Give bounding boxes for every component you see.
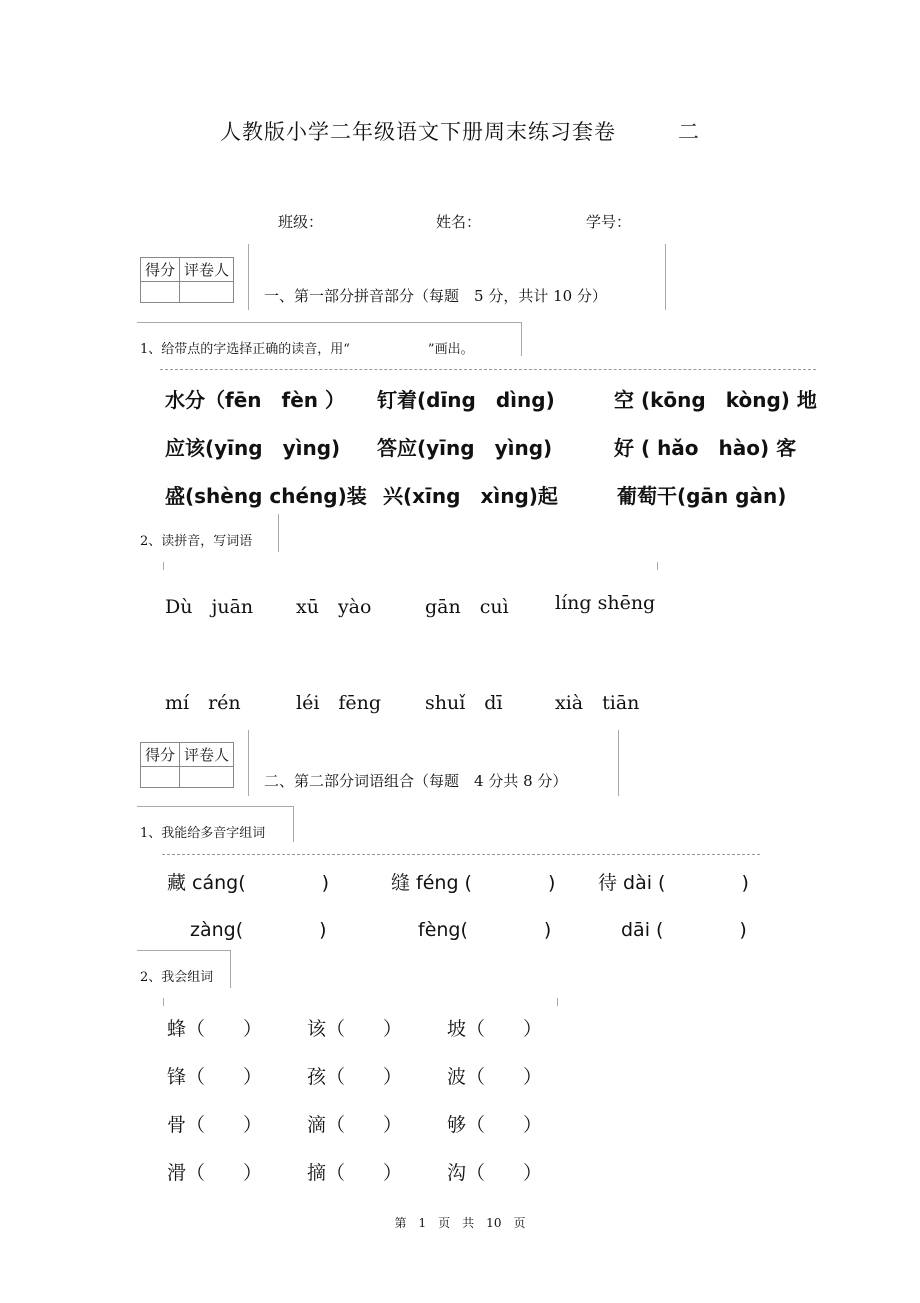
word-group-item: 摘（ ） bbox=[307, 1162, 403, 1184]
page-footer: 第 1 页 共 10 页 bbox=[394, 1216, 526, 1230]
word-group-item: 滴（ ） bbox=[307, 1114, 403, 1136]
polyphone-item: 缝 féng ( ) bbox=[391, 872, 556, 894]
polyphone-item: 藏 cáng( ) bbox=[167, 872, 330, 894]
pinyin-choice-item: 钉着(dīng dìng) bbox=[377, 388, 555, 412]
word-group-item: 波（ ） bbox=[447, 1066, 543, 1088]
pinyin-choice-item: 盛(shèng chéng)装 bbox=[165, 484, 367, 508]
polyphone-item: zàng( ) bbox=[190, 919, 327, 941]
word-group-item: 孩（ ） bbox=[307, 1066, 403, 1088]
pinyin-choice-item: 水分（fēn fèn ） bbox=[165, 388, 345, 412]
grader-label: 评卷人 bbox=[180, 743, 234, 767]
pinyin-choice-item: 应该(yīng yìng) bbox=[165, 436, 341, 460]
s1-q1-prompt: 1、给带点的字选择正确的读音，用“ ”画出。 bbox=[140, 342, 474, 357]
pinyin-word: Dù juān bbox=[165, 596, 254, 618]
id-label: 学号： bbox=[586, 213, 632, 231]
score-box bbox=[140, 257, 234, 303]
s1-q2-prompt: 2、读拼音，写词语 bbox=[140, 534, 253, 549]
pinyin-word: xià tiān bbox=[555, 692, 640, 714]
grader-cell bbox=[180, 282, 234, 303]
word-group-item: 该（ ） bbox=[307, 1018, 403, 1040]
word-group-item: 够（ ） bbox=[447, 1114, 543, 1136]
s2-q1-prompt: 1、我能给多音字组词 bbox=[140, 826, 266, 841]
word-group-item: 滑（ ） bbox=[167, 1162, 263, 1184]
title-suffix: 二 bbox=[678, 120, 700, 144]
word-group-item: 骨（ ） bbox=[167, 1114, 263, 1136]
score-cell bbox=[141, 282, 180, 303]
polyphone-item: 待 dài ( ) bbox=[598, 872, 749, 894]
pinyin-word: xū yào bbox=[296, 596, 372, 618]
pinyin-word: shuǐ dī bbox=[425, 692, 503, 714]
class-label: 班级： bbox=[278, 213, 324, 231]
page-title bbox=[0, 116, 920, 146]
section1-title: 一、第一部分拼音部分（每题 5 分，共计 10 分） bbox=[264, 287, 607, 305]
pinyin-word: léi fēng bbox=[296, 692, 382, 714]
word-group-item: 锋（ ） bbox=[167, 1066, 263, 1088]
word-group-item: 沟（ ） bbox=[447, 1162, 543, 1184]
polyphone-item: fèng( ) bbox=[418, 919, 552, 941]
name-label: 姓名： bbox=[436, 213, 482, 231]
score-box bbox=[140, 742, 234, 788]
score-label: 得分 bbox=[141, 258, 180, 282]
pinyin-word: gān cuì bbox=[425, 596, 509, 618]
polyphone-item: dāi ( ) bbox=[621, 919, 747, 941]
s2-q2-prompt: 2、我会组词 bbox=[140, 970, 214, 985]
pinyin-choice-item: 兴(xīng xìng)起 bbox=[383, 484, 558, 508]
pinyin-word: líng shēng bbox=[555, 592, 656, 614]
pinyin-choice-item: 空 (kōng kòng) 地 bbox=[614, 388, 817, 412]
pinyin-choice-item: 葡萄干(gān gàn) bbox=[617, 484, 787, 508]
grader-cell bbox=[180, 767, 234, 788]
grader-label: 评卷人 bbox=[180, 258, 234, 282]
score-label: 得分 bbox=[141, 743, 180, 767]
word-group-item: 蜂（ ） bbox=[167, 1018, 263, 1040]
title-main: 人教版小学二年级语文下册周末练习套卷 bbox=[220, 120, 616, 144]
pinyin-choice-item: 好 ( hǎo hào) 客 bbox=[614, 436, 797, 460]
word-group-item: 坡（ ） bbox=[447, 1018, 543, 1040]
pinyin-choice-item: 答应(yīng yìng) bbox=[377, 436, 553, 460]
section2-title: 二、第二部分词语组合（每题 4 分共 8 分） bbox=[264, 772, 568, 790]
score-cell bbox=[141, 767, 180, 788]
pinyin-word: mí rén bbox=[165, 692, 241, 714]
